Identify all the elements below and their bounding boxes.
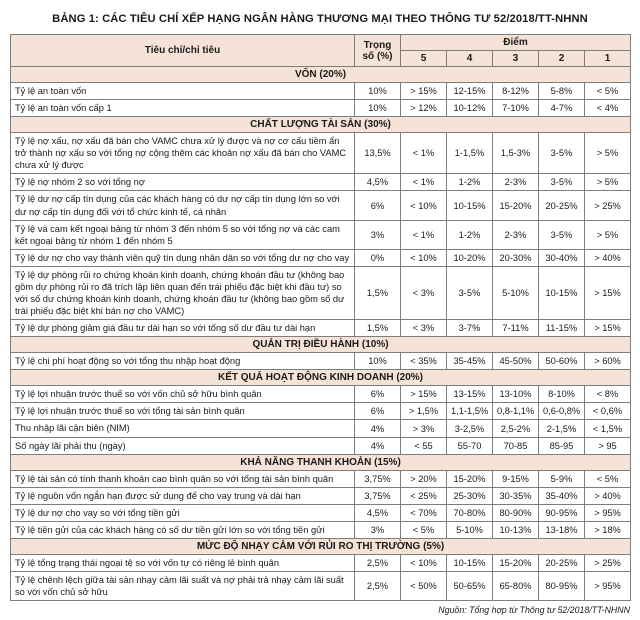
weight-cell: 4,5% (355, 174, 401, 191)
weight-cell: 13,5% (355, 133, 401, 174)
score-cell: 3-5% (539, 174, 585, 191)
table-row (11, 521, 631, 538)
table-row (11, 504, 631, 521)
score-cell: > 60% (585, 353, 631, 370)
criteria-cell: Tỷ lệ nguồn vốn ngắn hạn được sử dụng để cho vay trung và dài hạn (11, 487, 355, 504)
score-cell: > 95 (585, 437, 631, 454)
weight-cell: 3,75% (355, 470, 401, 487)
score-cell: 11-15% (539, 320, 585, 337)
score-cell: 9-15% (493, 470, 539, 487)
score-cell: 30-35% (493, 487, 539, 504)
criteria-cell: Thu nhập lãi cận biên (NIM) (11, 420, 355, 437)
criteria-cell: Tỷ lệ chi phí hoạt động so với tổng thu nhập hoạt động (11, 353, 355, 370)
criteria-cell: Tỷ lệ dự phòng rủi ro chứng khoán kinh doanh, chứng khoán đầu tư (không bao gồm dự phòng rủi ro đã trích lập liên quan đến trái phiếu đặc biệt khi đầu tư) so với số dư chứng khoán kinh doanh, chứng khoán đầu tư (không bao gồm số dư trái phiếu đặc biệt khi bán nợ cho VAMC) (11, 266, 355, 319)
score-cell: 8-10% (539, 386, 585, 403)
table-row (11, 320, 631, 337)
section-header-label: KẾT QUẢ HOẠT ĐỘNG KINH DOANH (20%) (11, 370, 631, 386)
table-body (11, 67, 631, 601)
criteria-cell: Tỷ lệ dư nợ cấp tín dụng của các khách hàng có dư nợ cấp tín dụng lớn so với dư nợ cấp tín dụng đối với tổ chức kinh tế, cá nhân (11, 191, 355, 220)
score-cell: < 5% (401, 521, 447, 538)
weight-cell: 4% (355, 420, 401, 437)
score-cell: < 70% (401, 504, 447, 521)
score-cell: 15-20% (447, 470, 493, 487)
score-cell: 70-80% (447, 504, 493, 521)
score-cell: 13-10% (493, 386, 539, 403)
score-cell: 1,1-1,5% (447, 403, 493, 420)
header-criteria: Tiêu chí/chỉ tiêu (11, 35, 355, 67)
criteria-cell: Tỷ lệ và cam kết ngoại bảng từ nhóm 3 đến nhóm 5 so với tổng nợ và các cam kết ngoại bảng từ nhóm 1 đến nhóm 5 (11, 220, 355, 249)
source-note: Nguồn: Tổng hợp từ Thông tư 52/2018/TT-NHNN (438, 605, 630, 616)
score-cell: 20-25% (539, 191, 585, 220)
criteria-cell: Tỷ lệ lợi nhuận trước thuế so với vốn chủ sở hữu bình quân (11, 386, 355, 403)
score-cell: 50-60% (539, 353, 585, 370)
score-cell: 70-85 (493, 437, 539, 454)
score-cell: < 1% (401, 133, 447, 174)
table-row (11, 572, 631, 601)
table-row (11, 266, 631, 319)
score-cell: 10-13% (493, 521, 539, 538)
section-header-row (11, 454, 631, 470)
score-cell: > 25% (585, 191, 631, 220)
score-cell: < 50% (401, 572, 447, 601)
score-cell: 10-20% (447, 249, 493, 266)
score-cell: 30-40% (539, 249, 585, 266)
score-cell: > 20% (401, 470, 447, 487)
weight-cell: 0% (355, 249, 401, 266)
score-cell: 0,8-1,1% (493, 403, 539, 420)
score-cell: < 10% (401, 554, 447, 571)
score-cell: 3-5% (539, 220, 585, 249)
score-cell: 2-3% (493, 220, 539, 249)
score-cell: 5-10% (493, 266, 539, 319)
score-cell: > 5% (585, 174, 631, 191)
score-cell: < 5% (585, 470, 631, 487)
weight-cell: 10% (355, 83, 401, 100)
weight-cell: 1,5% (355, 320, 401, 337)
score-cell: < 3% (401, 320, 447, 337)
header-score-4: 4 (447, 51, 493, 67)
weight-cell: 4,5% (355, 504, 401, 521)
criteria-cell: Tỷ lệ tài sản có tính thanh khoản cao bình quân so với tổng tài sản bình quân (11, 470, 355, 487)
weight-cell: 6% (355, 403, 401, 420)
score-cell: > 15% (401, 83, 447, 100)
criteria-cell: Tỷ lệ dự phòng giảm giá đầu tư dài hạn so với tổng số dư đầu tư dài hạn (11, 320, 355, 337)
criteria-cell: Tỷ lệ an toàn vốn cấp 1 (11, 100, 355, 117)
score-cell: 20-25% (539, 554, 585, 571)
score-cell: < 1% (401, 174, 447, 191)
criteria-cell: Tỷ lệ dư nợ cho vay thành viên quỹ tín dụng nhân dân so với tổng dư nợ cho vay (11, 249, 355, 266)
score-cell: 2,5-2% (493, 420, 539, 437)
score-cell: < 5% (585, 83, 631, 100)
score-cell: 20-30% (493, 249, 539, 266)
table-row (11, 83, 631, 100)
score-cell: 65-80% (493, 572, 539, 601)
criteria-cell: Tỷ lệ an toàn vốn (11, 83, 355, 100)
table-header-row-1 (11, 35, 631, 51)
score-cell: 35-45% (447, 353, 493, 370)
criteria-cell: Số ngày lãi phải thu (ngày) (11, 437, 355, 454)
table-row (11, 174, 631, 191)
score-cell: < 1% (401, 220, 447, 249)
weight-cell: 10% (355, 353, 401, 370)
table-row (11, 100, 631, 117)
header-score-3: 3 (493, 51, 539, 67)
score-cell: 1-2% (447, 220, 493, 249)
score-cell: 1-1,5% (447, 133, 493, 174)
score-cell: 15-20% (493, 191, 539, 220)
score-cell: 1-2% (447, 174, 493, 191)
score-cell: < 55 (401, 437, 447, 454)
score-cell: > 3% (401, 420, 447, 437)
section-header-row (11, 67, 631, 83)
table-row (11, 420, 631, 437)
score-cell: > 40% (585, 487, 631, 504)
score-cell: 3-5% (447, 266, 493, 319)
section-header-label: KHẢ NĂNG THANH KHOẢN (15%) (11, 454, 631, 470)
score-cell: 90-95% (539, 504, 585, 521)
table-row (11, 487, 631, 504)
weight-cell: 1,5% (355, 266, 401, 319)
score-cell: > 15% (585, 266, 631, 319)
criteria-cell: Tỷ lệ lợi nhuận trước thuế so với tổng tài sản bình quân (11, 403, 355, 420)
score-cell: > 12% (401, 100, 447, 117)
score-cell: 0,6-0,8% (539, 403, 585, 420)
score-cell: < 3% (401, 266, 447, 319)
score-cell: < 10% (401, 249, 447, 266)
score-cell: < 10% (401, 191, 447, 220)
score-cell: 15-20% (493, 554, 539, 571)
score-cell: < 25% (401, 487, 447, 504)
score-cell: > 1,5% (401, 403, 447, 420)
header-score-1: 1 (585, 51, 631, 67)
score-cell: 50-65% (447, 572, 493, 601)
score-cell: > 95% (585, 504, 631, 521)
score-cell: 7-11% (493, 320, 539, 337)
header-weight: Trọng số (%) (355, 35, 401, 67)
weight-cell: 6% (355, 386, 401, 403)
score-cell: < 0,6% (585, 403, 631, 420)
table-row (11, 403, 631, 420)
score-cell: > 5% (585, 133, 631, 174)
table-row (11, 353, 631, 370)
score-cell: 7-10% (493, 100, 539, 117)
section-header-row (11, 117, 631, 133)
table-row (11, 470, 631, 487)
score-cell: 13-18% (539, 521, 585, 538)
ranking-criteria-table (10, 34, 631, 601)
score-cell: 3-2,5% (447, 420, 493, 437)
score-cell: 12-15% (447, 83, 493, 100)
weight-cell: 3% (355, 220, 401, 249)
criteria-cell: Tỷ lệ nợ xấu, nợ xấu đã bán cho VAMC chưa xử lý được và nợ cơ cấu tiềm ẩn trở thành nợ xấu so với tổng nợ cộng thêm các khoản nợ xấu đã bán cho VAMC chưa xử lý được (11, 133, 355, 174)
weight-cell: 10% (355, 100, 401, 117)
score-cell: 2-3% (493, 174, 539, 191)
score-cell: > 15% (401, 386, 447, 403)
table-row (11, 220, 631, 249)
score-cell: 3-5% (539, 133, 585, 174)
weight-cell: 4% (355, 437, 401, 454)
weight-cell: 2,5% (355, 554, 401, 571)
header-score-group: Điểm (401, 35, 631, 51)
score-cell: 3-7% (447, 320, 493, 337)
score-cell: 45-50% (493, 353, 539, 370)
score-cell: 13-15% (447, 386, 493, 403)
score-cell: < 4% (585, 100, 631, 117)
weight-cell: 3% (355, 521, 401, 538)
table-row (11, 249, 631, 266)
score-cell: 8-12% (493, 83, 539, 100)
score-cell: 10-15% (539, 266, 585, 319)
section-header-row (11, 370, 631, 386)
score-cell: < 8% (585, 386, 631, 403)
criteria-cell: Tỷ lệ tổng trạng thái ngoại tệ so với vốn tự có riêng lẻ bình quân (11, 554, 355, 571)
criteria-cell: Tỷ lệ tiền gửi của các khách hàng có số dư tiền gửi lớn so với tổng tiền gửi (11, 521, 355, 538)
weight-cell: 3,75% (355, 487, 401, 504)
score-cell: > 5% (585, 220, 631, 249)
section-header-label: MỨC ĐỘ NHẠY CẢM VỚI RỦI RO THỊ TRƯỜNG (5%) (11, 538, 631, 554)
table-row (11, 191, 631, 220)
score-cell: > 95% (585, 572, 631, 601)
weight-cell: 6% (355, 191, 401, 220)
score-cell: 4-7% (539, 100, 585, 117)
table-row (11, 386, 631, 403)
table-row (11, 437, 631, 454)
score-cell: 5-9% (539, 470, 585, 487)
score-cell: 10-12% (447, 100, 493, 117)
score-cell: 80-90% (493, 504, 539, 521)
criteria-cell: Tỷ lệ chênh lệch giữa tài sản nhạy cảm lãi suất và nợ phải trả nhạy cảm lãi suất so với vốn chủ sở hữu (11, 572, 355, 601)
header-score-5: 5 (401, 51, 447, 67)
score-cell: 10-15% (447, 191, 493, 220)
weight-cell: 2,5% (355, 572, 401, 601)
score-cell: 10-15% (447, 554, 493, 571)
score-cell: 2-1,5% (539, 420, 585, 437)
score-cell: > 18% (585, 521, 631, 538)
score-cell: 85-95 (539, 437, 585, 454)
score-cell: < 1,5% (585, 420, 631, 437)
score-cell: > 25% (585, 554, 631, 571)
section-header-label: QUẢN TRỊ ĐIỀU HÀNH (10%) (11, 337, 631, 353)
score-cell: 80-95% (539, 572, 585, 601)
section-header-label: VỐN (20%) (11, 67, 631, 83)
table-row (11, 133, 631, 174)
page-title: BẢNG 1: CÁC TIÊU CHÍ XẾP HẠNG NGÂN HÀNG THƯƠNG MẠI THEO THÔNG TƯ 52/2018/TT-NHNN (52, 13, 588, 25)
score-cell: 25-30% (447, 487, 493, 504)
score-cell: 5-8% (539, 83, 585, 100)
score-cell: < 35% (401, 353, 447, 370)
table-row (11, 554, 631, 571)
score-cell: 35-40% (539, 487, 585, 504)
criteria-cell: Tỷ lệ dư nợ cho vay so với tổng tiền gửi (11, 504, 355, 521)
section-header-label: CHẤT LƯỢNG TÀI SẢN (30%) (11, 117, 631, 133)
table-header (11, 35, 631, 67)
score-cell: > 40% (585, 249, 631, 266)
score-cell: 55-70 (447, 437, 493, 454)
section-header-row (11, 337, 631, 353)
score-cell: > 15% (585, 320, 631, 337)
score-cell: 1,5-3% (493, 133, 539, 174)
criteria-cell: Tỷ lệ nợ nhóm 2 so với tổng nợ (11, 174, 355, 191)
section-header-row (11, 538, 631, 554)
header-score-2: 2 (539, 51, 585, 67)
score-cell: 5-10% (447, 521, 493, 538)
